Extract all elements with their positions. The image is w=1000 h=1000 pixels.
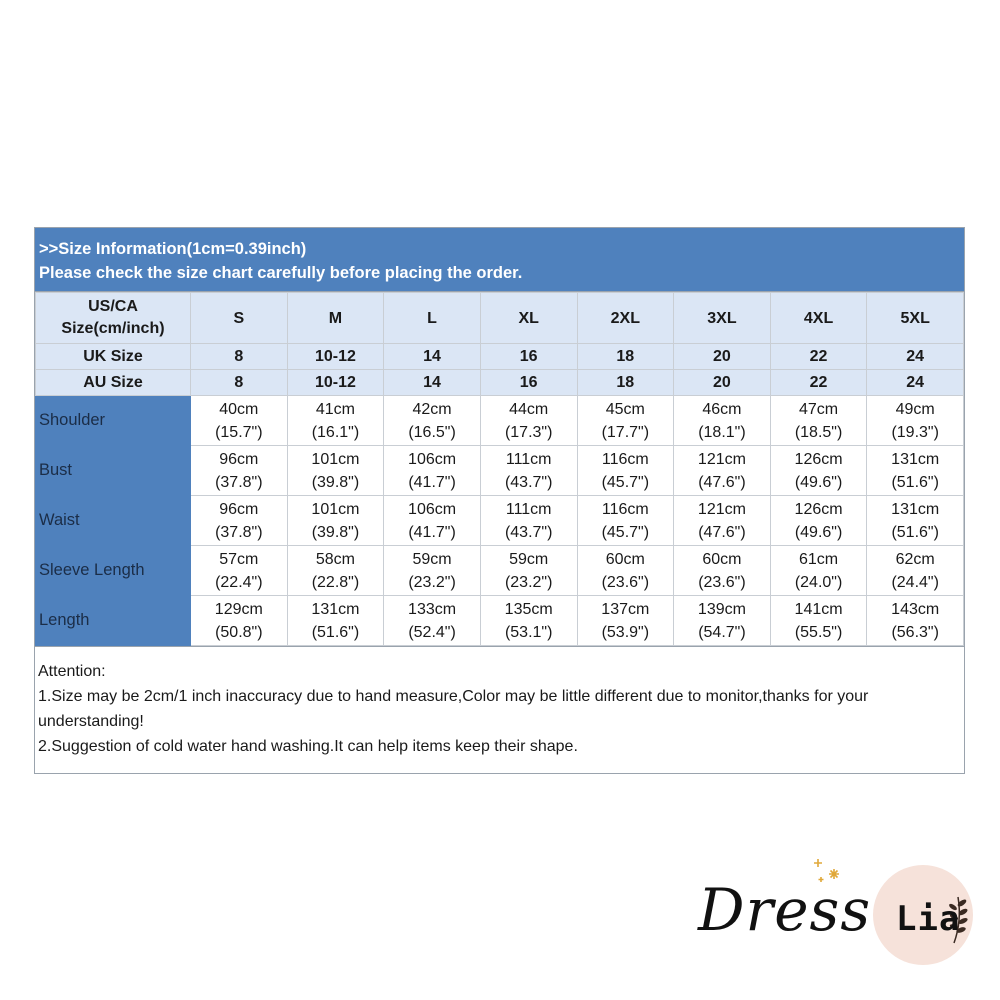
measurement-inch: (19.3") — [891, 423, 939, 441]
measurement-label: Length — [36, 596, 191, 646]
measurement-cell — [674, 446, 771, 496]
measurement-cell — [674, 396, 771, 446]
measurement-cm: 133cm — [408, 600, 457, 618]
measurement-cell — [770, 496, 867, 546]
measurement-cell — [384, 446, 481, 496]
size-info-banner — [35, 228, 964, 292]
measurement-label: Bust — [36, 446, 191, 496]
au-size-cell: 10-12 — [287, 370, 384, 396]
measurement-cell — [577, 496, 674, 546]
measurement-inch: (43.7") — [504, 473, 553, 491]
size-header-label-line: Size(cm/inch) — [61, 320, 165, 337]
size-cell: 4XL — [770, 293, 867, 344]
measurement-cell — [867, 496, 964, 546]
measurement-inch: (49.6") — [794, 523, 843, 541]
au-size-cell: 18 — [577, 370, 674, 396]
measurement-inch: (54.7") — [698, 623, 746, 641]
measurement-inch: (56.3") — [891, 623, 939, 641]
banner-subtitle: Please check the size chart carefully before placing the order. — [39, 264, 523, 282]
attention-title: Attention: — [38, 663, 106, 680]
measurement-cell — [287, 446, 384, 496]
size-cell: XL — [480, 293, 577, 344]
measurement-cell — [287, 496, 384, 546]
measurement-inch: (47.6") — [698, 473, 746, 491]
measurement-inch: (15.7") — [215, 423, 263, 441]
measurement-inch: (24.0") — [794, 573, 843, 591]
measurement-inch: (39.8") — [311, 523, 360, 541]
measurement-cm: 139cm — [697, 600, 746, 618]
measurement-cm: 126cm — [794, 450, 843, 468]
measurement-inch: (50.8") — [215, 623, 263, 641]
measurement-inch: (16.1") — [311, 423, 360, 441]
uk-size-cell: 8 — [191, 344, 288, 370]
measurement-cm: 96cm — [219, 450, 259, 468]
measurement-inch: (37.8") — [215, 523, 263, 541]
uk-size-cell: 14 — [384, 344, 481, 370]
logo-block-text: Lia — [896, 899, 961, 939]
banner-title: >>Size Information(1cm=0.39inch) — [39, 240, 307, 258]
measurement-cm: 101cm — [311, 450, 360, 468]
measurement-cell — [674, 496, 771, 546]
measurement-cm: 59cm — [412, 550, 452, 568]
attention-item-2: 2.Suggestion of cold water hand washing.It can help items keep their shape. — [38, 738, 578, 755]
measurement-cm: 131cm — [891, 450, 940, 468]
dresslia-logo — [690, 855, 990, 965]
measurement-cell — [770, 546, 867, 596]
measurement-inch: (45.7") — [601, 473, 650, 491]
uk-size-row — [36, 344, 964, 370]
measurement-cell — [191, 396, 288, 446]
measurement-cm: 141cm — [794, 600, 843, 618]
measurement-cm: 126cm — [794, 500, 843, 518]
uk-size-cell: 10-12 — [287, 344, 384, 370]
measurement-cm: 121cm — [697, 450, 746, 468]
attention-notes — [35, 646, 964, 773]
au-size-cell: 14 — [384, 370, 481, 396]
au-size-cell: 20 — [674, 370, 771, 396]
measurement-inch: (17.7") — [601, 423, 650, 441]
measurement-inch: (17.3") — [504, 423, 553, 441]
measurement-cell — [867, 446, 964, 496]
measurement-cell — [674, 596, 771, 646]
measurement-cell — [577, 396, 674, 446]
measurement-inch: (39.8") — [311, 473, 360, 491]
uk-size-cell: 24 — [867, 344, 964, 370]
au-size-cell: 24 — [867, 370, 964, 396]
measurement-cm: 42cm — [412, 400, 452, 418]
uk-size-cell: 20 — [674, 344, 771, 370]
measurement-cell — [191, 446, 288, 496]
measurement-cm: 59cm — [509, 550, 549, 568]
measurement-inch: (23.2") — [408, 573, 456, 591]
measurement-cm: 137cm — [601, 600, 650, 618]
measurement-cm: 60cm — [702, 550, 742, 568]
measurement-cell — [480, 546, 577, 596]
measurement-inch: (41.7") — [408, 523, 456, 541]
measurement-label: Waist — [36, 496, 191, 546]
measurement-inch: (55.5") — [794, 623, 843, 641]
measurement-cm: 101cm — [311, 500, 360, 518]
measurement-cm: 57cm — [219, 550, 259, 568]
measurement-inch: (37.8") — [215, 473, 263, 491]
size-chart — [34, 227, 965, 774]
measurement-inch: (16.5") — [408, 423, 456, 441]
measurement-row — [36, 396, 964, 446]
measurement-inch: (53.1") — [504, 623, 553, 641]
measurement-inch: (41.7") — [408, 473, 456, 491]
measurement-cell — [867, 396, 964, 446]
measurement-inch: (23.6") — [601, 573, 650, 591]
measurement-inch: (51.6") — [891, 473, 939, 491]
size-cell: S — [191, 293, 288, 344]
measurement-inch: (47.6") — [698, 523, 746, 541]
measurement-cm: 44cm — [509, 400, 549, 418]
uk-size-cell: 22 — [770, 344, 867, 370]
au-size-label: AU Size — [36, 370, 191, 396]
measurement-cell — [191, 496, 288, 546]
measurement-row — [36, 496, 964, 546]
measurement-inch: (18.5") — [794, 423, 843, 441]
measurement-cm: 116cm — [601, 500, 649, 518]
measurement-inch: (53.9") — [601, 623, 650, 641]
size-header-row — [36, 293, 964, 344]
measurement-cell — [287, 396, 384, 446]
measurement-inch: (23.6") — [698, 573, 746, 591]
measurement-cm: 111cm — [505, 500, 552, 518]
measurement-cell — [287, 546, 384, 596]
measurement-cell — [577, 546, 674, 596]
measurement-cm: 131cm — [311, 600, 360, 618]
measurement-inch: (43.7") — [504, 523, 553, 541]
logo-script-text: Dress — [698, 876, 872, 944]
measurement-cell — [770, 596, 867, 646]
uk-size-label: UK Size — [36, 344, 191, 370]
measurement-inch: (23.2") — [504, 573, 553, 591]
measurement-inch: (22.4") — [215, 573, 263, 591]
size-cell: 3XL — [674, 293, 771, 344]
measurement-inch: (45.7") — [601, 523, 650, 541]
measurement-cm: 60cm — [605, 550, 645, 568]
measurement-cm: 143cm — [891, 600, 940, 618]
measurement-inch: (24.4") — [891, 573, 939, 591]
measurement-cm: 131cm — [891, 500, 940, 518]
measurement-cm: 45cm — [605, 400, 645, 418]
measurement-cell — [480, 446, 577, 496]
measurement-row — [36, 546, 964, 596]
measurement-inch: (18.1") — [698, 423, 746, 441]
measurement-cell — [577, 596, 674, 646]
size-cell: 2XL — [577, 293, 674, 344]
measurement-cm: 111cm — [505, 450, 552, 468]
size-table — [35, 292, 964, 646]
measurement-cell — [384, 396, 481, 446]
measurement-cell — [480, 396, 577, 446]
uk-size-cell: 16 — [480, 344, 577, 370]
uk-size-cell: 18 — [577, 344, 674, 370]
measurement-cm: 61cm — [799, 550, 839, 568]
measurement-cm: 96cm — [219, 500, 259, 518]
au-size-cell: 16 — [480, 370, 577, 396]
measurement-cell — [770, 446, 867, 496]
measurement-inch: (51.6") — [311, 623, 360, 641]
measurement-cm: 116cm — [601, 450, 649, 468]
measurement-cell — [480, 596, 577, 646]
measurement-cm: 49cm — [895, 400, 935, 418]
au-size-row — [36, 370, 964, 396]
size-cell: 5XL — [867, 293, 964, 344]
measurement-cell — [191, 596, 288, 646]
size-cell: L — [384, 293, 481, 344]
measurement-cell — [480, 496, 577, 546]
measurement-inch: (49.6") — [794, 473, 843, 491]
size-header-label — [36, 293, 191, 344]
au-size-cell: 8 — [191, 370, 288, 396]
measurement-cm: 129cm — [214, 600, 263, 618]
measurement-cell — [287, 596, 384, 646]
measurement-cell — [577, 446, 674, 496]
au-size-cell: 22 — [770, 370, 867, 396]
measurement-label: Sleeve Length — [36, 546, 191, 596]
measurement-inch: (51.6") — [891, 523, 939, 541]
measurement-cm: 47cm — [799, 400, 839, 418]
measurement-cm: 121cm — [697, 500, 746, 518]
measurement-inch: (52.4") — [408, 623, 456, 641]
measurement-cm: 106cm — [408, 450, 457, 468]
measurement-cell — [770, 396, 867, 446]
measurement-cm: 62cm — [895, 550, 935, 568]
measurement-cm: 135cm — [504, 600, 553, 618]
attention-item-1: 1.Size may be 2cm/1 inch inaccuracy due to hand measure,Color may be little different due to monitor,thanks for your understanding! — [38, 688, 869, 730]
measurement-cell — [384, 546, 481, 596]
measurement-cm: 58cm — [315, 550, 355, 568]
measurement-cell — [191, 546, 288, 596]
measurement-label: Shoulder — [36, 396, 191, 446]
measurement-row — [36, 446, 964, 496]
measurement-cm: 46cm — [702, 400, 742, 418]
size-cell: M — [287, 293, 384, 344]
size-header-label-line: US/CA — [88, 298, 138, 315]
measurement-cm: 106cm — [408, 500, 457, 518]
measurement-cm: 40cm — [219, 400, 259, 418]
measurement-cell — [674, 546, 771, 596]
measurement-cell — [384, 496, 481, 546]
measurement-cell — [867, 596, 964, 646]
measurement-cell — [384, 596, 481, 646]
measurement-cm: 41cm — [315, 400, 355, 418]
measurement-cell — [867, 546, 964, 596]
measurement-row — [36, 596, 964, 646]
measurement-inch: (22.8") — [311, 573, 360, 591]
